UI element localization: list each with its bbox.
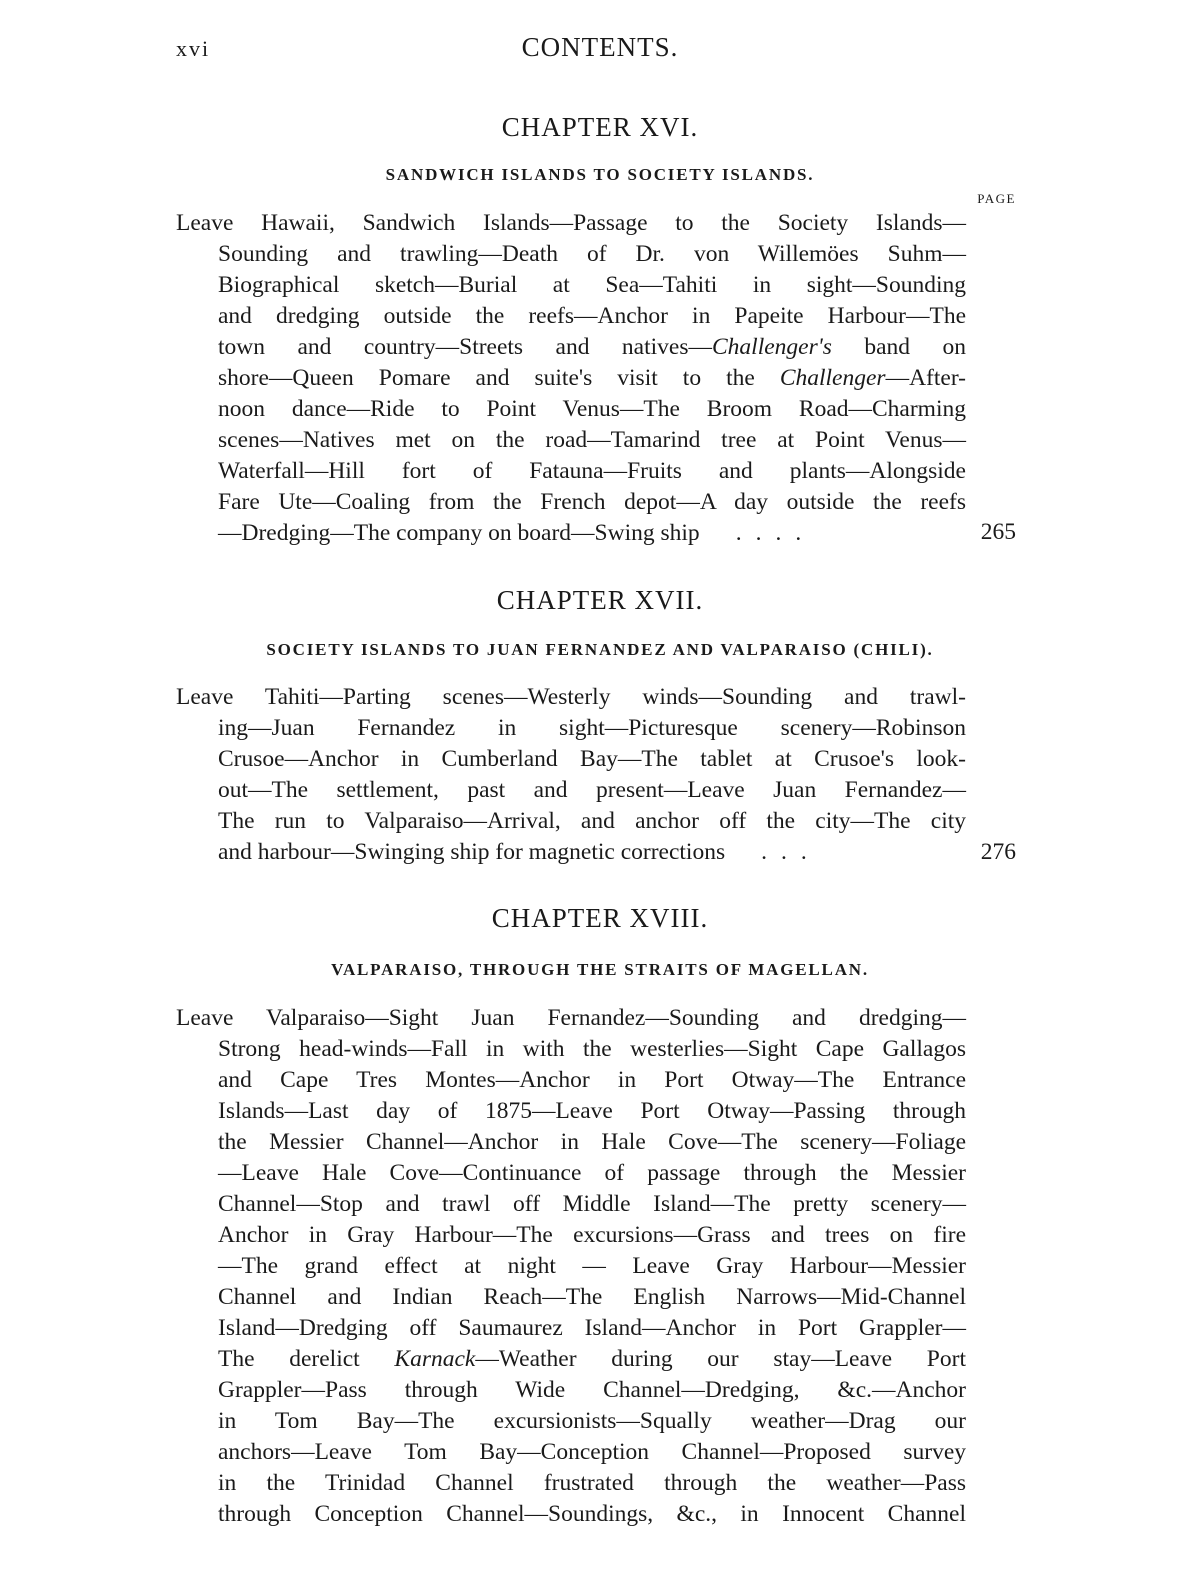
chapter-synopsis: [176, 1003, 966, 1530]
running-head: CONTENTS.: [521, 32, 679, 62]
page-number: 265: [980, 519, 1016, 545]
synopsis-line: and Cape Tres Montes—Anchor in Port Otway—The Entrance: [218, 1067, 966, 1093]
synopsis-line: Channel—Stop and trawl off Middle Island—The pretty scenery—: [218, 1191, 966, 1217]
synopsis-line: Fare Ute—Coaling from the French depot—A day outside the reefs: [218, 489, 966, 515]
synopsis-line: Island—Dredging off Saumaurez Island—Anchor in Port Grappler—: [218, 1315, 966, 1341]
synopsis-line: Anchor in Gray Harbour—The excursions—Grass and trees on fire: [218, 1222, 966, 1248]
page-column-label: PAGE: [977, 191, 1016, 206]
ship-name: Challenger's: [711, 334, 832, 360]
synopsis-line: Strong head-winds—Fall in with the westerlies—Sight Cape Gallagos: [218, 1036, 966, 1062]
synopsis-line: —The grand effect at night — Leave Gray Harbour—Messier: [218, 1253, 966, 1279]
synopsis-line: —Leave Hale Cove—Continuance of passage through the Messier: [218, 1160, 966, 1186]
page-number: 276: [980, 839, 1016, 865]
synopsis-line: shore—Queen Pomare and suite's visit to the Challenger—After-: [218, 365, 966, 391]
synopsis-line: Sounding and trawling—Death of Dr. von Willemöes Suhm—: [218, 241, 966, 267]
chapter-title: CHAPTER XVIII.: [491, 903, 709, 933]
synopsis-line: The derelict Karnack—Weather during our stay—Leave Port: [218, 1346, 966, 1372]
synopsis-line: and harbour—Swinging ship for magnetic corrections ...: [176, 837, 966, 868]
chapter-title: CHAPTER XVI.: [501, 112, 699, 142]
synopsis-line: Islands—Last day of 1875—Leave Port Otway—Passing through: [218, 1098, 966, 1124]
chapter-synopsis: [176, 682, 966, 868]
synopsis-line: out—The settlement, past and present—Leave Juan Fernandez—: [218, 777, 966, 803]
synopsis-line: through Conception Channel—Soundings, &c., in Innocent Channel: [218, 1501, 966, 1527]
synopsis-line: Crusoe—Anchor in Cumberland Bay—The tablet at Crusoe's look-: [218, 746, 966, 772]
synopsis-line: noon dance—Ride to Point Venus—The Broom Road—Charming: [218, 396, 966, 422]
ship-name: Challenger: [779, 365, 886, 391]
ship-name: Karnack: [394, 1346, 476, 1372]
folio: xvi: [176, 36, 211, 61]
chapter-subtitle: SANDWICH ISLANDS TO SOCIETY ISLANDS.: [385, 165, 815, 184]
synopsis-line: The run to Valparaiso—Arrival, and anchor off the city—The city: [218, 808, 966, 834]
synopsis-line: in Tom Bay—The excursionists—Squally weather—Drag our: [218, 1408, 966, 1434]
dot-leaders: ....: [735, 520, 816, 546]
dot-leaders: ...: [761, 839, 821, 865]
synopsis-line: Channel and Indian Reach—The English Narrows—Mid-Channel: [218, 1284, 966, 1310]
synopsis-line: Leave Tahiti—Parting scenes—Westerly winds—Sounding and trawl-: [176, 684, 966, 710]
chapter-title: CHAPTER XVII.: [496, 585, 704, 615]
synopsis-line: Grappler—Pass through Wide Channel—Dredging, &c.—Anchor: [218, 1377, 966, 1403]
synopsis-line: town and country—Streets and natives—Challenger's band on: [218, 334, 966, 360]
synopsis-line: ing—Juan Fernandez in sight—Picturesque scenery—Robinson: [218, 715, 966, 741]
synopsis-line: Leave Hawaii, Sandwich Islands—Passage to the Society Islands—: [176, 210, 966, 236]
synopsis-line: Leave Valparaiso—Sight Juan Fernandez—Sounding and dredging—: [176, 1005, 966, 1031]
chapter-synopsis: [176, 208, 966, 549]
chapter-subtitle: SOCIETY ISLANDS TO JUAN FERNANDEZ AND VALPARAISO (CHILI).: [266, 640, 934, 659]
synopsis-line: Waterfall—Hill fort of Fatauna—Fruits and plants—Alongside: [218, 458, 966, 484]
chapter-subtitle: VALPARAISO, THROUGH THE STRAITS OF MAGELLAN.: [331, 960, 869, 979]
synopsis-line: and dredging outside the reefs—Anchor in Papeite Harbour—The: [218, 303, 966, 329]
synopsis-line: —Dredging—The company on board—Swing ship ....: [176, 518, 966, 549]
synopsis-line: Biographical sketch—Burial at Sea—Tahiti in sight—Sounding: [218, 272, 966, 298]
synopsis-line: in the Trinidad Channel frustrated through the weather—Pass: [218, 1470, 966, 1496]
synopsis-line: scenes—Natives met on the road—Tamarind tree at Point Venus—: [218, 427, 966, 453]
synopsis-line: anchors—Leave Tom Bay—Conception Channel—Proposed survey: [218, 1439, 966, 1465]
synopsis-line: the Messier Channel—Anchor in Hale Cove—The scenery—Foliage: [218, 1129, 966, 1155]
